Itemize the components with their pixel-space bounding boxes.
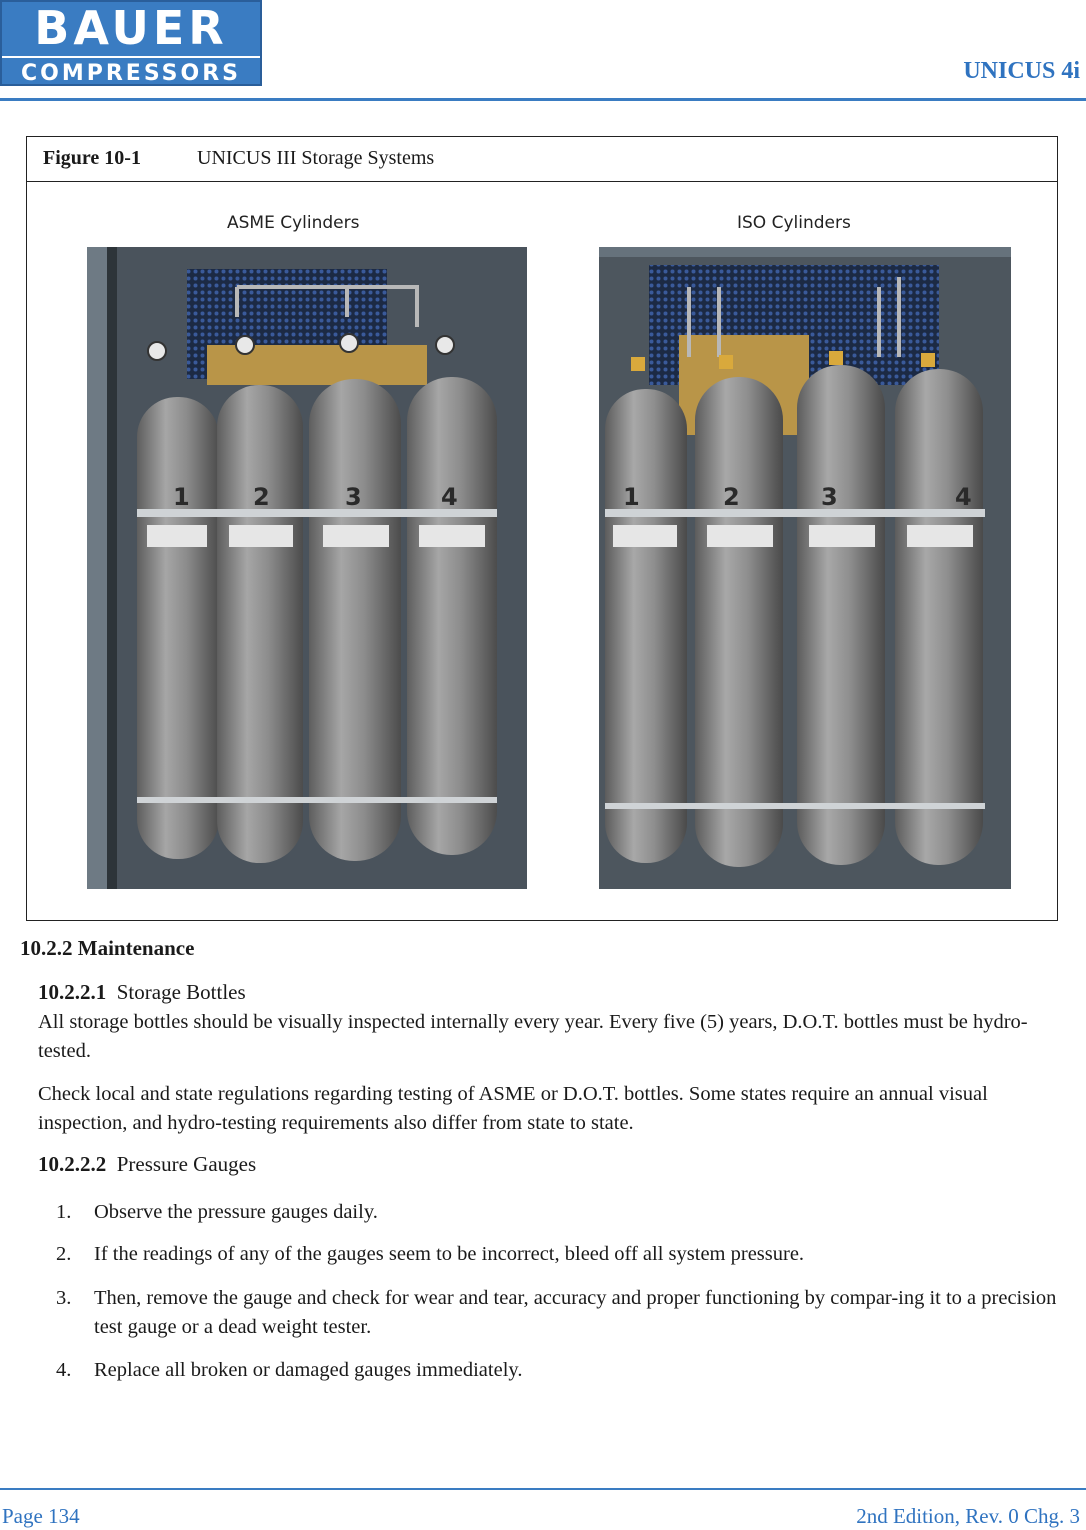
list-text: Observe the pressure gauges daily. (94, 1201, 378, 1223)
product-title: UNICUS 4i (963, 58, 1080, 84)
edition-info: 2nd Edition, Rev. 0 Chg. 3 (856, 1504, 1080, 1528)
cylinder-number-label: 3 (345, 483, 362, 511)
cylinder-number-label: 3 (821, 483, 838, 511)
paragraph: All storage bottles should be visually inspected internally every year. Every five (5) years, D.O.T. bottles must be hydro-tested. (38, 1011, 1028, 1062)
logo-wordmark: BAUER (34, 1, 228, 55)
subsection-title: Storage Bottles (116, 980, 246, 1004)
cylinder-1 (605, 389, 687, 863)
cylinder-number-label: 2 (723, 483, 740, 511)
cylinder-4 (895, 369, 983, 865)
subsection-heading-storage-bottles (38, 980, 246, 1005)
asme-cylinders-photo (87, 247, 527, 889)
subsection-heading-pressure-gauges (38, 1152, 256, 1177)
cylinder-2 (217, 385, 303, 863)
cylinder-number-label: 2 (253, 483, 270, 511)
list-item (56, 1240, 1076, 1269)
list-item (56, 1198, 1076, 1227)
figure-caption (27, 137, 1057, 182)
asme-photo-label: ASME Cylinders (227, 213, 360, 233)
list-number: 3. (56, 1287, 72, 1309)
list-number: 2. (56, 1243, 72, 1265)
page-number: Page 134 (2, 1504, 80, 1528)
list-number: 4. (56, 1359, 72, 1381)
cylinder-2 (695, 377, 783, 867)
subsection-title: Pressure Gauges (116, 1152, 257, 1176)
iso-cylinders-photo (599, 247, 1011, 889)
logo-subtitle: COMPRESSORS (2, 56, 260, 88)
cylinder-4 (407, 377, 497, 855)
cylinder-number-label: 4 (441, 483, 458, 511)
section-heading: 10.2.2 Maintenance (20, 936, 195, 960)
subsection-number: 10.2.2.1 (38, 980, 107, 1004)
list-item (56, 1356, 1076, 1385)
iso-photo-label: ISO Cylinders (737, 213, 851, 233)
cylinder-number-label: 1 (173, 483, 190, 511)
figure-number: Figure 10-1 (43, 147, 141, 169)
list-number: 1. (56, 1201, 72, 1223)
figure-title: UNICUS III Storage Systems (197, 147, 435, 169)
bauer-logo (0, 0, 262, 86)
list-text: If the readings of any of the gauges seem to be incorrect, bleed off all system pressure. (94, 1243, 805, 1265)
list-item (56, 1284, 1076, 1342)
cylinder-number-label: 1 (623, 483, 640, 511)
footer-divider (0, 1488, 1086, 1490)
cylinder-number-label: 4 (955, 483, 972, 511)
header-divider (0, 98, 1086, 101)
paragraph: Check local and state regulations regarding testing of ASME or D.O.T. bottles. Some states require an annual visual inspection, and hydro-testing requirements also differ from state to state. (38, 1083, 988, 1134)
subsection-number: 10.2.2.2 (38, 1152, 107, 1176)
cylinder-1 (137, 397, 219, 859)
cylinder-3 (797, 365, 885, 865)
cylinder-3 (309, 379, 401, 861)
list-text: Replace all broken or damaged gauges immediately. (94, 1359, 523, 1381)
list-text: Then, remove the gauge and check for wear and tear, accuracy and proper functioning by compar-ing it to a precision test gauge or a dead weight tester. (94, 1287, 1057, 1338)
figure-frame (26, 136, 1058, 921)
